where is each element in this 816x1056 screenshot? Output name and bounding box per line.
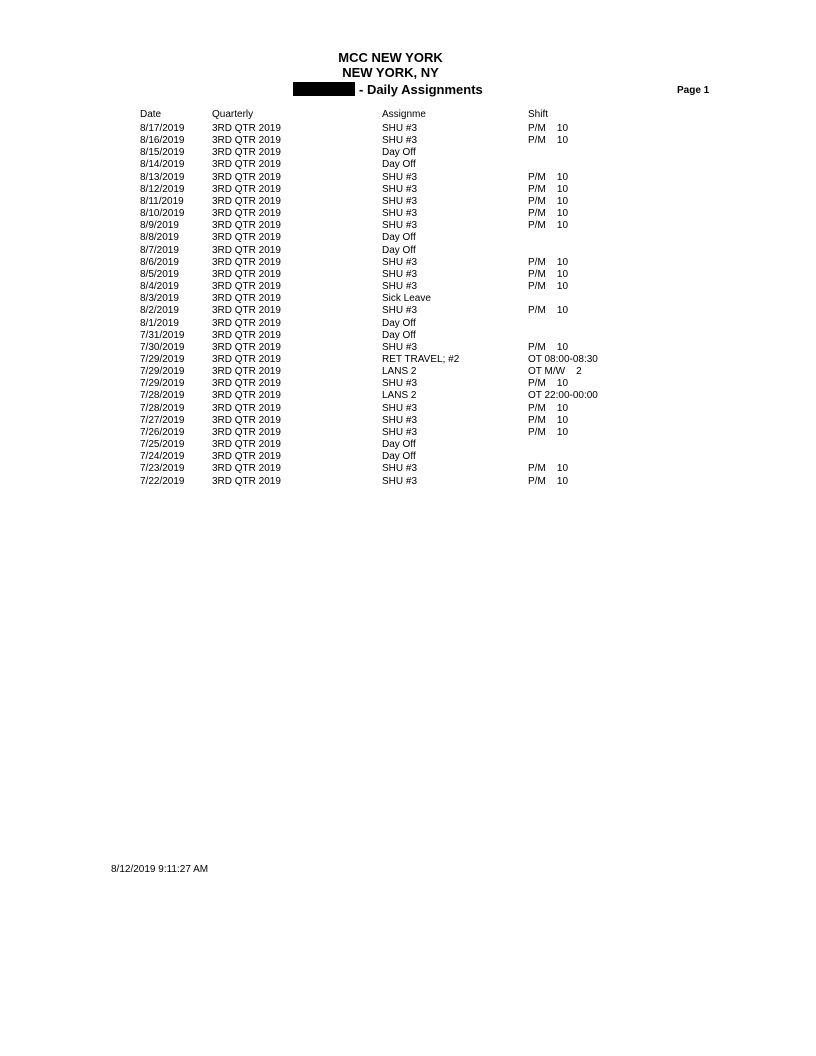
date-cell: 8/11/2019 <box>140 195 184 207</box>
date-cell: 8/7/2019 <box>140 244 179 256</box>
assignment-cell: SHU #3 <box>382 195 418 207</box>
date-cell: 8/12/2019 <box>140 183 185 195</box>
table-row <box>0 281 816 293</box>
shift-cell: P/M 10 <box>528 135 569 147</box>
table-row <box>0 463 816 475</box>
assignment-cell: LANS 2 <box>382 390 417 402</box>
shift-cell: P/M 10 <box>528 183 569 195</box>
shift-cell: P/M 10 <box>528 123 569 134</box>
assignment-cell: SHU #3 <box>382 414 418 426</box>
shift-cell: P/M 10 <box>528 208 569 220</box>
assignment-cell: Day Off <box>382 329 416 341</box>
redaction-bar <box>293 82 355 96</box>
quarterly-cell: 3RD QTR 2019 <box>212 341 281 353</box>
date-cell: 7/28/2019 <box>140 402 185 414</box>
quarterly-cell: 3RD QTR 2019 <box>212 378 281 390</box>
quarterly-cell: 3RD QTR 2019 <box>212 195 281 207</box>
assignment-cell: SHU #3 <box>382 281 418 293</box>
date-cell: 8/17/2019 <box>140 123 185 134</box>
table-row <box>0 208 816 220</box>
date-cell: 7/29/2019 <box>140 353 185 365</box>
column-header-quarterly: Quarterly <box>212 109 254 120</box>
shift-cell: OT 22:00-00:00 <box>528 390 598 402</box>
date-cell: 8/2/2019 <box>140 305 179 317</box>
date-cell: 8/15/2019 <box>140 147 185 159</box>
table-row <box>0 232 816 244</box>
print-timestamp: 8/12/2019 9:11:27 AM <box>111 864 209 875</box>
shift-cell: P/M 10 <box>528 378 569 390</box>
table-row <box>0 403 816 415</box>
date-cell: 8/10/2019 <box>140 208 185 220</box>
assignment-cell: SHU #3 <box>382 183 418 195</box>
date-cell: 7/23/2019 <box>140 463 185 475</box>
assignment-cell: Day Off <box>382 451 416 463</box>
quarterly-cell: 3RD QTR 2019 <box>212 353 281 365</box>
table-row <box>0 184 816 196</box>
facility-title: MCC NEW YORK <box>338 50 443 65</box>
shift-cell: P/M 10 <box>528 256 569 268</box>
date-cell: 7/31/2019 <box>140 329 185 341</box>
quarterly-cell: 3RD QTR 2019 <box>212 293 281 305</box>
quarterly-cell: 3RD QTR 2019 <box>212 220 281 232</box>
table-row <box>0 196 816 208</box>
assignment-cell: SHU #3 <box>382 426 418 438</box>
page-number: Page 1 <box>677 85 710 96</box>
quarterly-cell: 3RD QTR 2019 <box>212 208 281 220</box>
quarterly-cell: 3RD QTR 2019 <box>212 305 281 317</box>
quarterly-cell: 3RD QTR 2019 <box>212 439 281 451</box>
date-cell: 7/29/2019 <box>140 378 185 390</box>
quarterly-cell: 3RD QTR 2019 <box>212 268 281 280</box>
shift-cell: P/M 10 <box>528 281 569 293</box>
date-cell: 7/29/2019 <box>140 366 185 378</box>
quarterly-cell: 3RD QTR 2019 <box>212 390 281 402</box>
date-cell: 7/25/2019 <box>140 439 185 451</box>
column-header-date: Date <box>140 109 162 120</box>
assignment-cell: Sick Leave <box>382 293 431 305</box>
assignment-cell: Day Off <box>382 244 416 256</box>
date-cell: 8/14/2019 <box>140 159 185 171</box>
table-row <box>0 366 816 378</box>
quarterly-cell: 3RD QTR 2019 <box>212 475 281 487</box>
date-cell: 8/9/2019 <box>140 220 179 232</box>
assignment-cell: SHU #3 <box>382 378 418 390</box>
assignment-cell: Day Off <box>382 439 416 451</box>
quarterly-cell: 3RD QTR 2019 <box>212 281 281 293</box>
assignment-cell: SHU #3 <box>382 402 418 414</box>
assignment-cell: SHU #3 <box>382 305 418 317</box>
table-row <box>0 330 816 342</box>
shift-cell: OT 08:00-08:30 <box>528 353 598 365</box>
quarterly-cell: 3RD QTR 2019 <box>212 244 281 256</box>
table-row <box>0 476 816 488</box>
shift-cell: P/M 10 <box>528 341 569 353</box>
quarterly-cell: 3RD QTR 2019 <box>212 183 281 195</box>
date-cell: 8/5/2019 <box>140 268 179 280</box>
table-row <box>0 269 816 281</box>
shift-cell: P/M 10 <box>528 268 569 280</box>
date-cell: 8/16/2019 <box>140 135 185 147</box>
table-row <box>0 342 816 354</box>
shift-cell: P/M 10 <box>528 414 569 426</box>
column-header-assignment: Assignme <box>382 109 426 120</box>
shift-cell: P/M 10 <box>528 195 569 207</box>
assignment-cell: Day Off <box>382 232 416 244</box>
table-row <box>0 293 816 305</box>
date-cell: 8/1/2019 <box>140 317 179 329</box>
quarterly-cell: 3RD QTR 2019 <box>212 171 281 183</box>
date-cell: 8/3/2019 <box>140 293 179 305</box>
quarterly-cell: 3RD QTR 2019 <box>212 123 281 134</box>
shift-cell: OT M/W 2 <box>528 366 582 378</box>
quarterly-cell: 3RD QTR 2019 <box>212 329 281 341</box>
quarterly-cell: 3RD QTR 2019 <box>212 366 281 378</box>
shift-cell: P/M 10 <box>528 402 569 414</box>
table-row <box>0 159 816 171</box>
table-row <box>0 427 816 439</box>
quarterly-cell: 3RD QTR 2019 <box>212 256 281 268</box>
shift-cell: P/M 10 <box>528 171 569 183</box>
assignment-cell: SHU #3 <box>382 463 418 475</box>
facility-location: NEW YORK, NY <box>342 65 439 80</box>
quarterly-cell: 3RD QTR 2019 <box>212 232 281 244</box>
quarterly-cell: 3RD QTR 2019 <box>212 317 281 329</box>
date-cell: 8/6/2019 <box>140 256 179 268</box>
table-row <box>0 305 816 317</box>
date-cell: 7/27/2019 <box>140 414 185 426</box>
table-row <box>0 439 816 451</box>
quarterly-cell: 3RD QTR 2019 <box>212 159 281 171</box>
quarterly-cell: 3RD QTR 2019 <box>212 463 281 475</box>
assignment-cell: RET TRAVEL; #2 <box>382 353 460 365</box>
quarterly-cell: 3RD QTR 2019 <box>212 451 281 463</box>
date-cell: 7/28/2019 <box>140 390 185 402</box>
table-row <box>0 378 816 390</box>
table-row <box>0 390 816 402</box>
assignment-cell: SHU #3 <box>382 171 418 183</box>
table-row <box>0 415 816 427</box>
assignment-cell: Day Off <box>382 159 416 171</box>
shift-cell: P/M 10 <box>528 426 569 438</box>
date-cell: 8/4/2019 <box>140 281 179 293</box>
assignment-cell: Day Off <box>382 317 416 329</box>
assignment-cell: SHU #3 <box>382 220 418 232</box>
table-row <box>0 354 816 366</box>
table-row <box>0 257 816 269</box>
assignment-cell: SHU #3 <box>382 475 418 487</box>
assignment-cell: SHU #3 <box>382 135 418 147</box>
assignment-cell: LANS 2 <box>382 366 417 378</box>
assignment-cell: SHU #3 <box>382 256 418 268</box>
table-row <box>0 123 816 135</box>
table-row <box>0 135 816 147</box>
assignment-cell: SHU #3 <box>382 268 418 280</box>
quarterly-cell: 3RD QTR 2019 <box>212 414 281 426</box>
shift-cell: P/M 10 <box>528 463 569 475</box>
quarterly-cell: 3RD QTR 2019 <box>212 135 281 147</box>
table-row <box>0 147 816 159</box>
table-row <box>0 245 816 257</box>
shift-cell: P/M 10 <box>528 220 569 232</box>
date-cell: 7/22/2019 <box>140 475 185 487</box>
assignments-table <box>0 123 816 488</box>
quarterly-cell: 3RD QTR 2019 <box>212 402 281 414</box>
assignment-cell: Day Off <box>382 147 416 159</box>
assignment-cell: SHU #3 <box>382 208 418 220</box>
report-title-text: - Daily Assignments <box>359 82 483 97</box>
quarterly-cell: 3RD QTR 2019 <box>212 426 281 438</box>
report-title <box>293 82 483 98</box>
column-header-shift: Shift <box>528 109 549 120</box>
assignment-cell: SHU #3 <box>382 123 418 134</box>
date-cell: 8/13/2019 <box>140 171 185 183</box>
table-row <box>0 451 816 463</box>
shift-cell: P/M 10 <box>528 305 569 317</box>
assignment-cell: SHU #3 <box>382 341 418 353</box>
table-row <box>0 172 816 184</box>
quarterly-cell: 3RD QTR 2019 <box>212 147 281 159</box>
date-cell: 8/8/2019 <box>140 232 179 244</box>
date-cell: 7/30/2019 <box>140 341 185 353</box>
shift-cell: P/M 10 <box>528 475 569 487</box>
date-cell: 7/26/2019 <box>140 426 185 438</box>
date-cell: 7/24/2019 <box>140 451 185 463</box>
table-row <box>0 220 816 232</box>
table-row <box>0 318 816 330</box>
